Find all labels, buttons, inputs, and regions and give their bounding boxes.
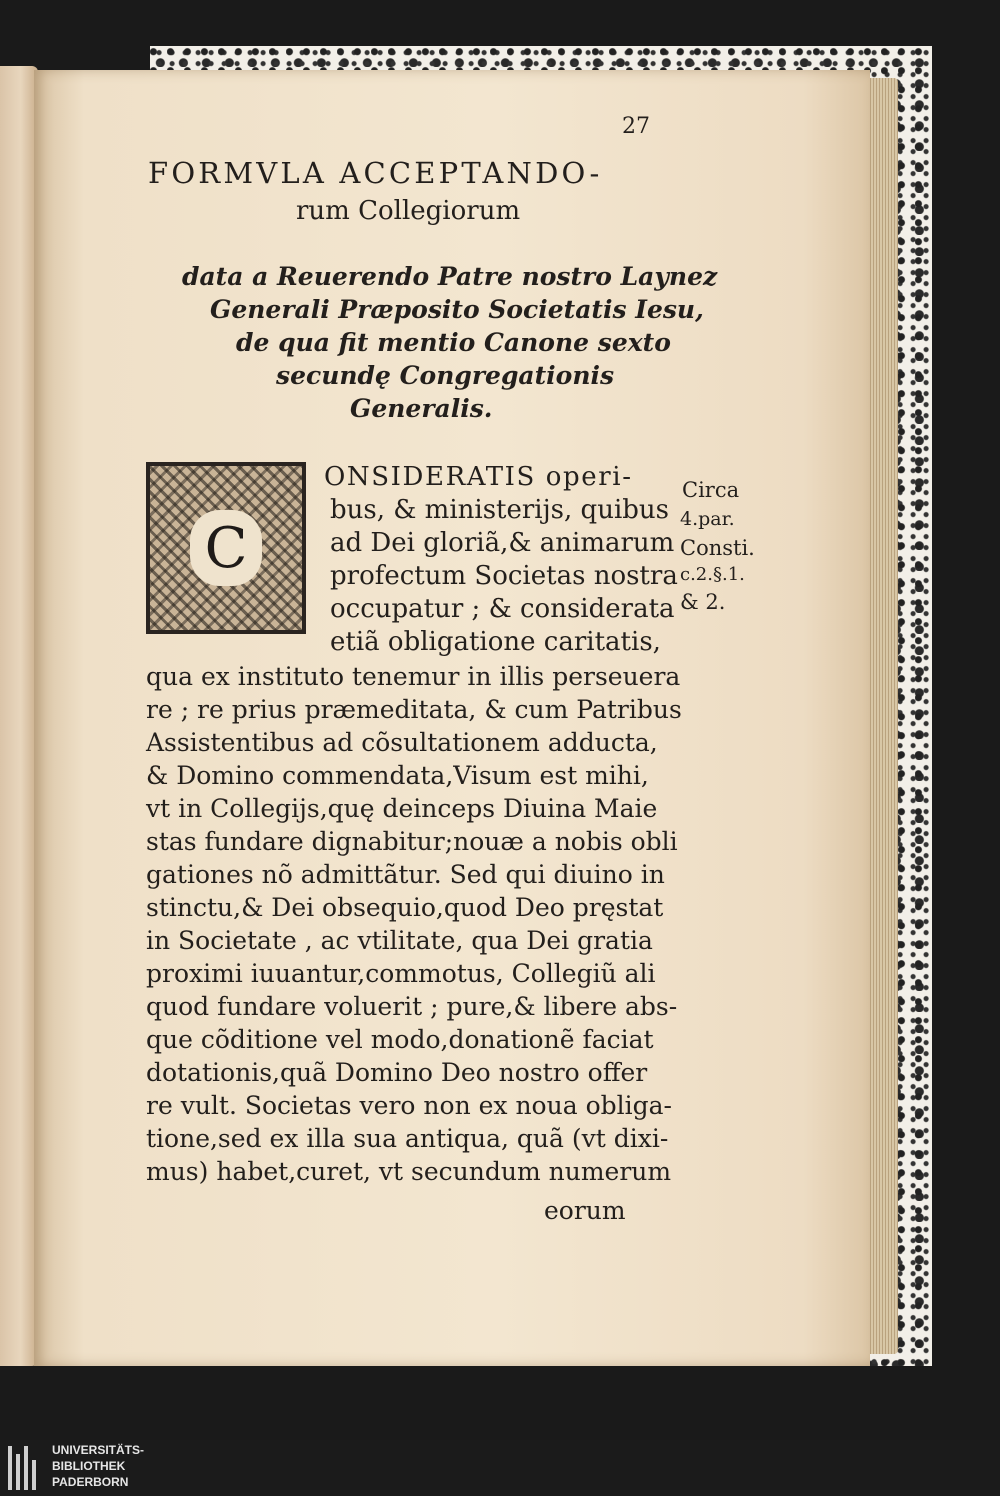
library-name-line: UNIVERSITÄTS-	[52, 1443, 145, 1457]
body-line: & Domino commendata,Visum est mihi,	[146, 761, 649, 790]
left-page-fragment	[0, 672, 1, 696]
subtitle-line: Generali Præposito Societatis Iesu,	[210, 295, 704, 324]
body-line: qua ex instituto tenemur in illis perseuera	[146, 662, 681, 691]
library-logo-icon	[8, 1442, 42, 1490]
body-line: vt in Collegijs,quę deinceps Diuina Maie	[146, 794, 658, 823]
decorated-initial	[146, 462, 306, 634]
body-line: in Societate , ac vtilitate, qua Dei gratia	[146, 926, 653, 955]
body-line: ad Dei gloriã,& animarum	[330, 528, 675, 558]
page-number: 27	[622, 114, 650, 139]
body-line: occupatur ; & considerata	[330, 594, 675, 624]
library-name-line: BIBLIOTHEK	[52, 1459, 126, 1473]
left-page-edge	[0, 66, 38, 1366]
margin-note-line: c.2.§.1.	[680, 564, 745, 585]
catchword: eorum	[544, 1196, 626, 1225]
body-line: stas fundare dignabitur;nouæ a nobis obli	[146, 827, 678, 856]
subtitle-line: data a Reuerendo Patre nostro Laynez	[182, 262, 718, 291]
library-name	[52, 1442, 144, 1490]
subtitle-line: Generalis.	[350, 394, 493, 423]
title-line-2: rum Collegiorum	[296, 196, 521, 226]
body-line: quod fundare voluerit ; pure,& libere abs-	[146, 992, 678, 1021]
body-line: proximi iuuantur,commotus, Collegiũ ali	[146, 959, 656, 988]
body-line: bus, & ministerijs, quibus	[330, 495, 669, 525]
library-name-line: PADERBORN	[52, 1475, 129, 1489]
margin-note-line: 4.par.	[680, 508, 735, 530]
title-line-1: FORMVLA ACCEPTANDO-	[148, 156, 603, 190]
subtitle-line: secundę Congregationis	[276, 361, 615, 390]
body-line: tione,sed ex illa sua antiqua, quã (vt dixi-	[146, 1124, 669, 1153]
margin-note-line: & 2.	[680, 590, 726, 614]
body-line: stinctu,& Dei obsequio,quod Deo pręstat	[146, 893, 664, 922]
margin-note-line: Consti.	[680, 536, 755, 560]
body-line: re vult. Societas vero non ex noua obliga-	[146, 1091, 672, 1120]
subtitle-line: de qua fit mentio Canone sexto	[236, 328, 671, 357]
library-stamp	[8, 1442, 144, 1490]
body-line: Assistentibus ad cõsultationem adducta,	[146, 728, 658, 757]
body-line: que cõditione vel modo,donationẽ faciat	[146, 1025, 654, 1054]
body-line: mus) habet,curet, vt secundum numerum	[146, 1157, 672, 1186]
initial-letter: C	[190, 510, 262, 586]
body-line: profectum Societas nostra	[330, 561, 678, 591]
body-line: ONSIDERATIS operi-	[324, 462, 633, 492]
body-line: dotationis,quã Domino Deo nostro offer	[146, 1058, 648, 1087]
body-line: etiã obligatione caritatis,	[330, 627, 661, 657]
body-line: re ; re prius præmeditata, & cum Patribus	[146, 695, 682, 724]
margin-note-line: Circa	[682, 478, 740, 502]
body-line: gationes nõ admittãtur. Sed qui diuino in	[146, 860, 665, 889]
